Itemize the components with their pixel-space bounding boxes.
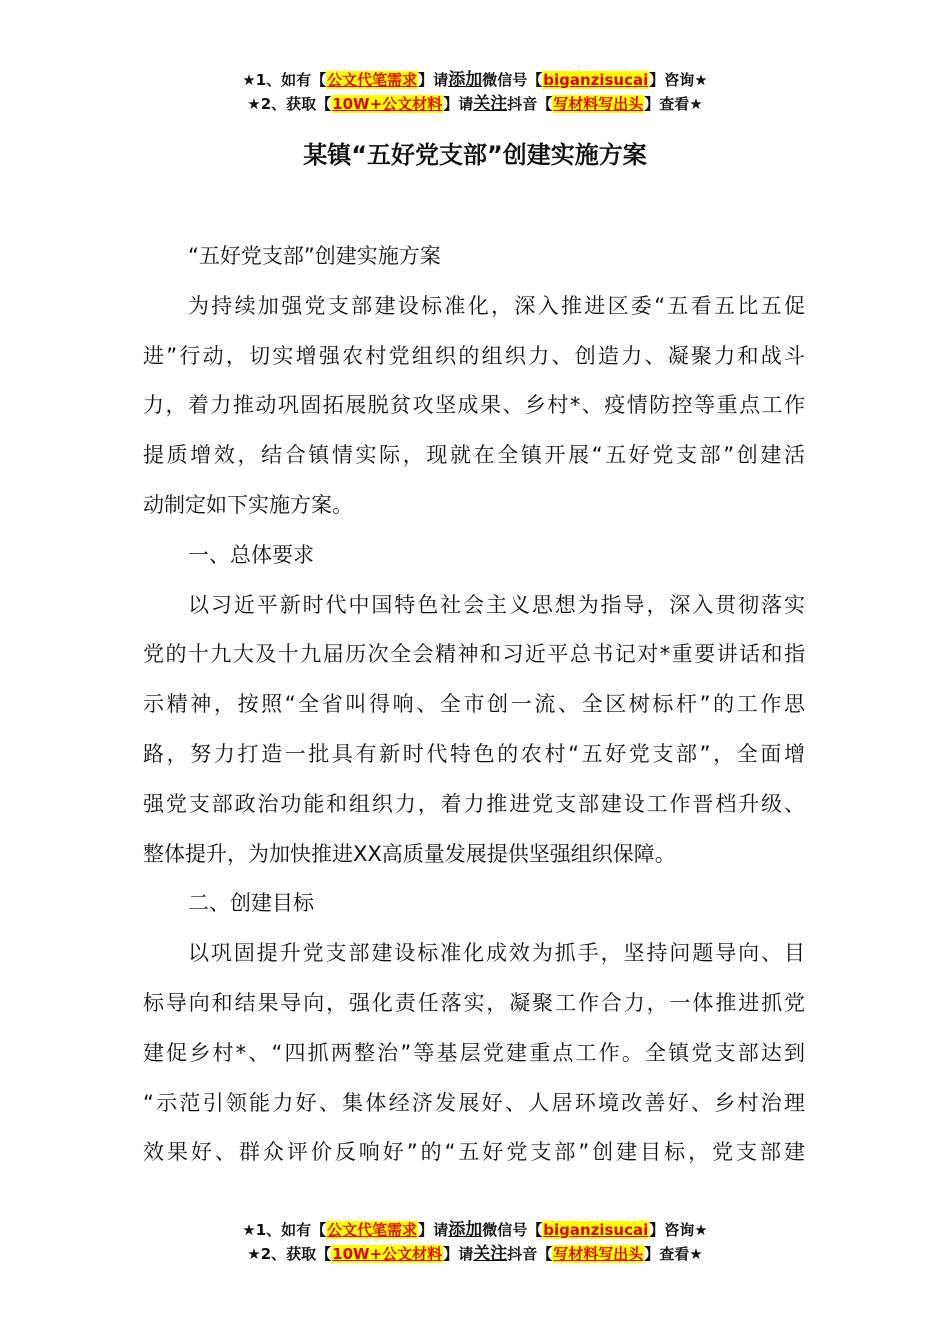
banner-text: 微信号【 [482,1221,543,1239]
banner-text: 】咨询★ [649,71,708,89]
text-line: 提质增效，结合镇情实际，现就在全镇开展“五好党支部”创建活 [143,443,805,468]
highlighted-text: 10W+公文材料 [332,1245,443,1263]
paragraph [143,531,805,581]
highlighted-text: 写材料写出头 [553,1245,644,1263]
text-line: 以巩固提升党支部建设标准化成效为抓手，坚持问题导向、目 [188,941,805,966]
banner-text: 抖音【 [507,95,553,113]
text-line: 力，着力推动巩固拓展脱贫攻坚成果、乡村*、疫情防控等重点工作 [143,393,805,418]
paragraph [143,929,805,1178]
document-body [143,232,805,1178]
banner-line1 [0,68,950,92]
paragraph [143,581,805,880]
banner-text: 抖音【 [507,1245,553,1263]
banner-text: 微信号【 [482,71,543,89]
text-line: 动制定如下实施方案。 [143,492,353,517]
underlined-text: 关注 [473,94,508,114]
banner-text: 】咨询★ [649,1221,708,1239]
highlighted-text: 写材料写出头 [553,95,644,113]
document-title: 某镇“五好党支部”创建实施方案 [303,141,647,169]
text-line: 效果好、群众评价反响好”的“五好党支部”创建目标，党支部建 [143,1140,805,1165]
text-line: 强党支部政治功能和组织力，着力推进党支部建设工作晋档升级、 [143,791,805,816]
text-line: 为持续加强党支部建设标准化，深入推进区委“五看五比五促 [188,293,805,318]
highlighted-text: 10W+公文材料 [332,95,443,113]
text-line: 路，努力打造一批具有新时代特色的农村“五好党支部”，全面增 [143,741,805,766]
text-line: “五好党支部”创建实施方案 [188,244,441,268]
text-line: “示范引领能力好、集体经济发展好、人居环境改善好、乡村治理 [143,1090,805,1115]
highlighted-text: 公文代笔需求 [327,71,418,89]
text-line: 以习近平新时代中国特色社会主义思想为指导，深入贯彻落实 [188,592,805,617]
banner-line1 [0,1218,950,1242]
highlighted-text: biganzisucai [543,71,649,89]
promo-banner-bottom [0,1218,950,1266]
banner-text: 】查看★ [644,1245,703,1263]
promo-banner-top [0,68,950,116]
banner-text: 】请 [443,95,474,113]
banner-text: 】请 [418,1221,449,1239]
banner-text: 】请 [418,71,449,89]
banner-text: 】查看★ [644,95,703,113]
text-line: 整体提升，为加快推进XX高质量发展提供坚强组织保障。 [143,841,676,866]
underlined-text: 关注 [473,1244,508,1264]
banner-text: ★1、如有【 [242,71,327,89]
banner-line2 [0,1242,950,1266]
banner-text: ★2、获取【 [247,95,332,113]
text-line: 进”行动，切实增强农村党组织的组织力、创造力、凝聚力和战斗 [143,343,805,368]
underlined-text: 添加 [448,1220,483,1240]
highlighted-text: 公文代笔需求 [327,1221,418,1239]
text-line: 示精神，按照“全省叫得响、全市创一流、全区树标杆”的工作思 [143,692,805,717]
highlighted-text: biganzisucai [543,1221,649,1239]
text-line: 一、总体要求 [188,542,314,567]
text-line: 党的十九大及十九届历次全会精神和习近平总书记对*重要讲话和指 [143,642,805,667]
banner-text: ★2、获取【 [247,1245,332,1263]
banner-text: 】请 [443,1245,474,1263]
text-line: 标导向和结果导向，强化责任落实，凝聚工作合力，一体推进抓党 [143,990,805,1015]
banner-line2 [0,92,950,116]
paragraph [143,282,805,531]
underlined-text: 添加 [448,70,483,90]
text-line: 建促乡村*、“四抓两整治”等基层党建重点工作。全镇党支部达到 [143,1040,805,1065]
paragraph [143,232,805,282]
banner-text: ★1、如有【 [242,1221,327,1239]
paragraph [143,879,805,929]
text-line: 二、创建目标 [188,891,314,916]
